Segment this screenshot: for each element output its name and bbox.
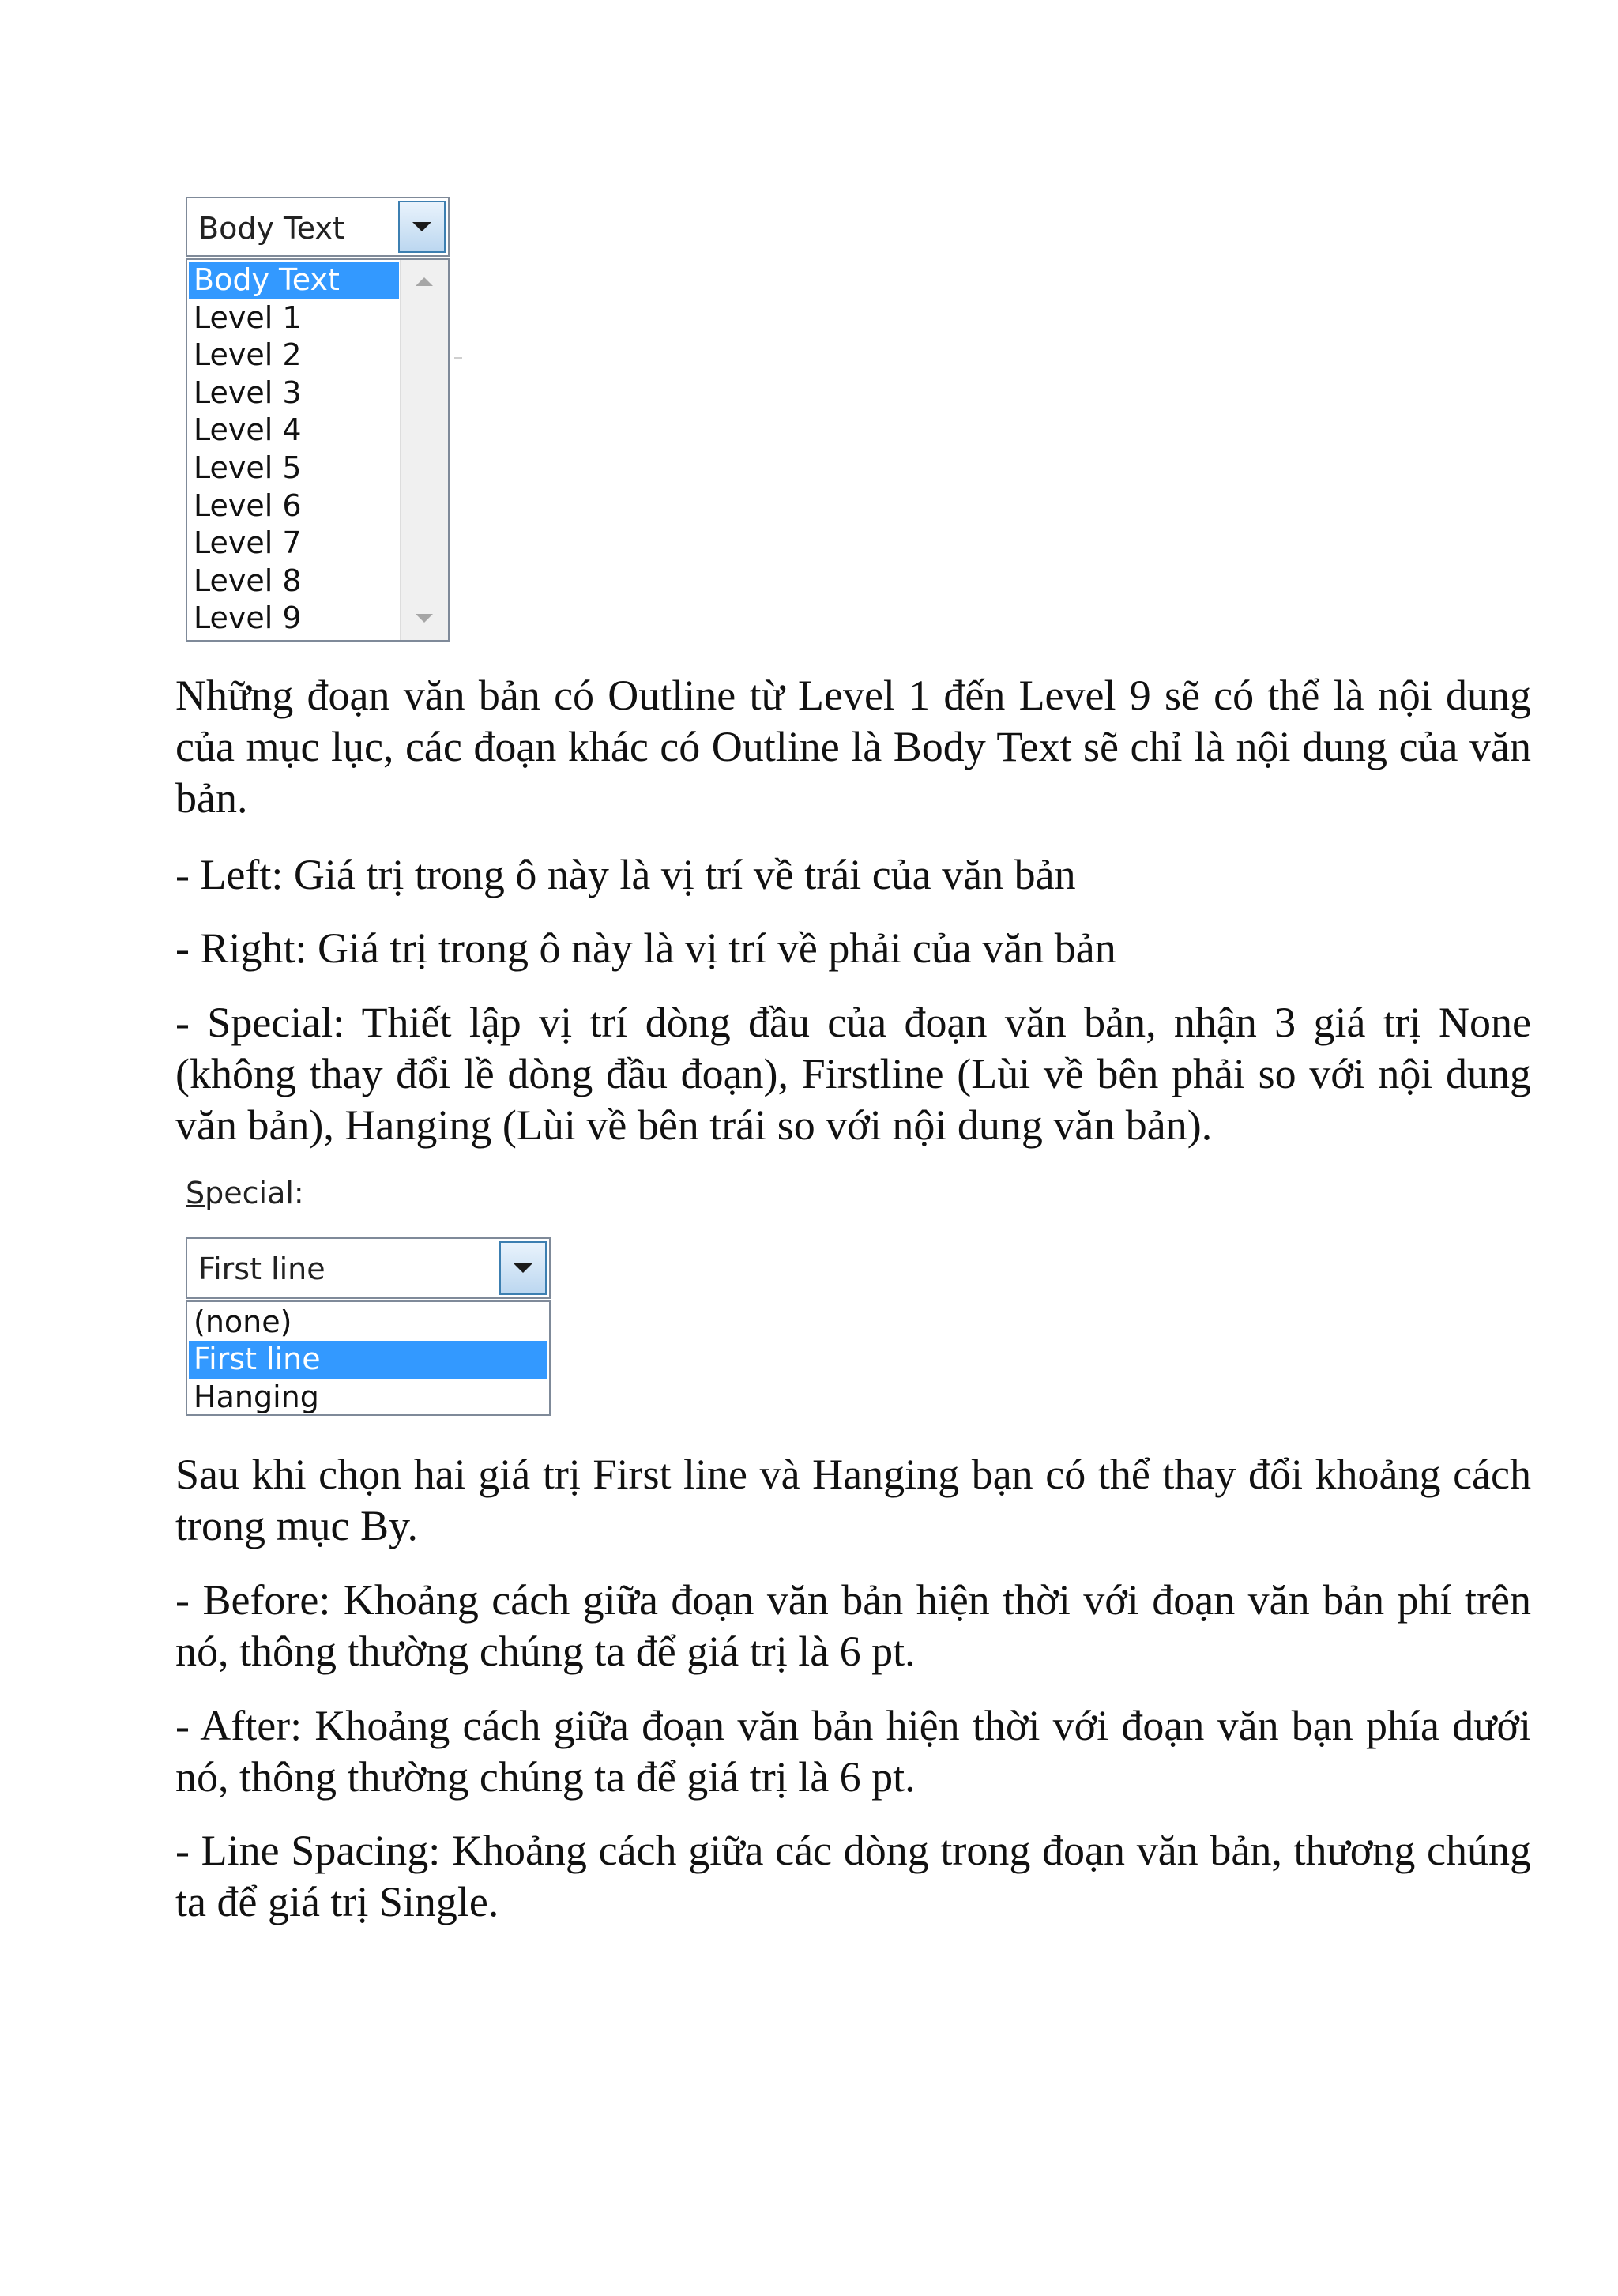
special-label: Special: — [186, 1176, 304, 1210]
outline-level-list — [186, 258, 450, 642]
special-selected-value: First line — [198, 1252, 325, 1286]
outline-level-dropdown — [186, 197, 453, 642]
paragraph-right: - Right: Giá trị trong ô này là vị trí về phải của văn bản — [175, 924, 1116, 972]
outline-option-level-4[interactable]: Level 4 — [194, 412, 302, 448]
outline-option-level-2[interactable]: Level 2 — [194, 337, 302, 373]
chevron-down-icon — [514, 1263, 532, 1273]
outline-option-level-5[interactable]: Level 5 — [194, 450, 302, 485]
paragraph-after: - After: Khoảng cách giữa đoạn văn bản hiện thời với đoạn văn bạn phía dưới nó, thông thường chúng ta để giá trị là 6 pt. — [175, 1702, 1531, 1801]
outline-dropdown-button[interactable] — [398, 201, 446, 253]
special-option-none[interactable]: (none) — [194, 1304, 292, 1339]
paragraph-before: - Before: Khoảng cách giữa đoạn văn bản hiện thời với đoạn văn bản phí trên nó, thông thường chúng ta để giá trị là 6 pt. — [175, 1576, 1531, 1675]
special-dropdown — [186, 1176, 552, 1414]
special-dropdown-button[interactable] — [499, 1241, 547, 1295]
outline-list-scrollbar[interactable] — [400, 260, 448, 640]
divider — [454, 357, 462, 359]
special-options-list — [186, 1300, 551, 1416]
outline-option-level-6[interactable]: Level 6 — [194, 487, 302, 523]
outline-option-level-1[interactable]: Level 1 — [194, 299, 302, 335]
scroll-up-arrow-icon[interactable] — [416, 277, 433, 286]
chevron-down-icon — [412, 222, 431, 231]
special-option-hanging[interactable]: Hanging — [194, 1379, 319, 1414]
paragraph-line-spacing: - Line Spacing: Khoảng cách giữa các dòng trong đoạn văn bản, thương chúng ta để giá trị Single. — [175, 1827, 1531, 1925]
outline-level-selected-value: Body Text — [198, 211, 344, 246]
outline-option-level-8[interactable]: Level 8 — [194, 563, 302, 598]
outline-option-level-9[interactable]: Level 9 — [194, 600, 302, 636]
scroll-down-arrow-icon[interactable] — [416, 614, 433, 623]
outline-option-level-7[interactable]: Level 7 — [194, 525, 302, 561]
outline-level-combo[interactable] — [186, 197, 450, 257]
special-combo[interactable] — [186, 1237, 551, 1299]
paragraph-special: - Special: Thiết lập vị trí dòng đầu của đoạn văn bản, nhận 3 giá trị None (không thay đổi lề dòng đầu đoạn), Firstline (Lùi về bên phải so với nội dung văn bản), Hanging (Lùi về bên trái so với nội dung văn bản). — [175, 999, 1531, 1149]
paragraph-left: - Left: Giá trị trong ô này là vị trí về trái của văn bản — [175, 851, 1076, 898]
paragraph-outline-levels: Những đoạn văn bản có Outline từ Level 1 đến Level 9 sẽ có thể là nội dung của mục lục, các đoạn khác có Outline là Body Text sẽ chỉ là nội dung của văn bản. — [175, 672, 1531, 822]
outline-option-level-3[interactable]: Level 3 — [194, 375, 302, 410]
special-option-first-line[interactable]: First line — [189, 1341, 547, 1378]
paragraph-first-line-hanging: Sau khi chọn hai giá trị First line và Hanging bạn có thể thay đổi khoảng cách trong mục By. — [175, 1451, 1531, 1549]
outline-option-body-text[interactable]: Body Text — [189, 262, 399, 299]
